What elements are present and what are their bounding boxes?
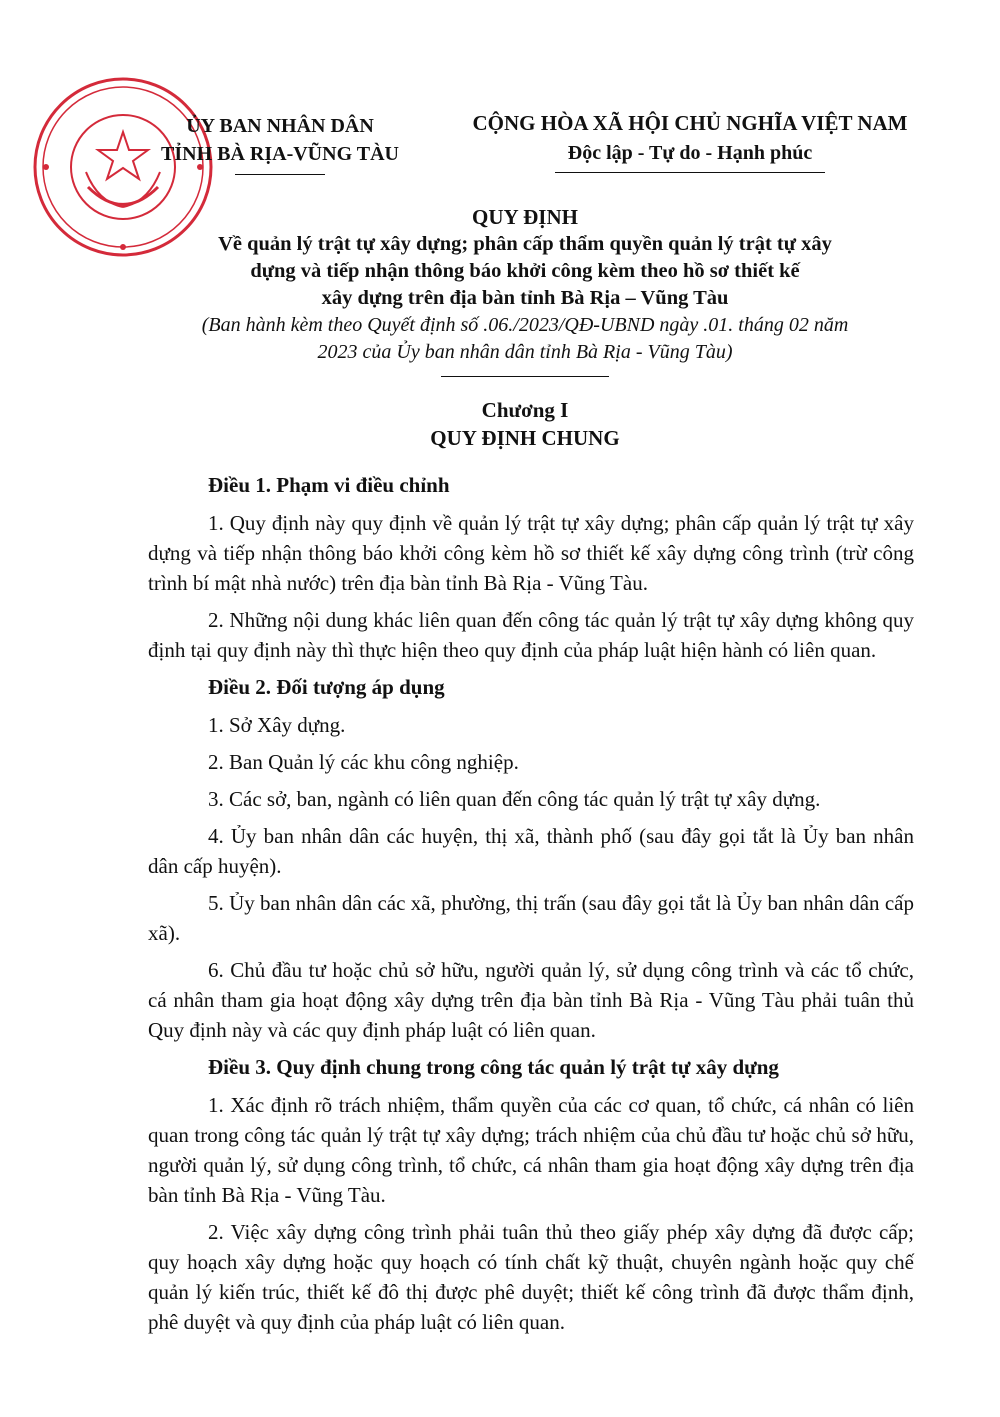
article-paragraph: 6. Chủ đầu tư hoặc chủ sở hữu, người quản lý, sử dụng công trình và các tổ chức, cá nhân tham gia hoạt động xây dựng trên địa bàn tỉnh Bà Rịa - Vũng Tàu phải tuân thủ Quy định này và các quy định pháp luật có liên quan. (148, 958, 914, 1042)
chapter-number: Chương I (481, 398, 569, 422)
subject-line: Về quản lý trật tự xây dựng; phân cấp thẩm quyền quản lý trật tự xây (218, 233, 832, 255)
article-heading: Điều 2. Đối tượng áp dụng (208, 675, 445, 699)
document-type: QUY ĐỊNH (472, 205, 578, 229)
article-paragraph: 1. Xác định rõ trách nhiệm, thẩm quyền của các cơ quan, tổ chức, cá nhân có liên quan trong công tác quản lý trật tự xây dựng; trách nhiệm của chủ đầu tư hoặc chủ sở hữu, người quản lý, sử dụng công trình, tổ chức, cá nhân tham gia hoạt động xây dựng trên địa bàn tỉnh Bà Rịa - Vũng Tàu. (148, 1093, 914, 1207)
authority-line-1: ỦY BAN NHÂN DÂN (186, 115, 374, 137)
article-paragraph: 1. Sở Xây dựng. (208, 713, 346, 737)
article-paragraph: 4. Ủy ban nhân dân các huyện, thị xã, thành phố (sau đây gọi tắt là Ủy ban nhân dân cấp huyện). (148, 824, 914, 878)
subject-line: dựng và tiếp nhận thông báo khởi công kèm theo hồ sơ thiết kế (250, 260, 800, 282)
issuing-authority (140, 112, 420, 175)
article-heading: Điều 1. Phạm vi điều chỉnh (208, 473, 450, 497)
article-paragraph: 5. Ủy ban nhân dân các xã, phường, thị trấn (sau đây gọi tắt là Ủy ban nhân dân cấp xã). (148, 891, 914, 945)
subject-line: xây dựng trên địa bàn tỉnh Bà Rịa – Vũng Tàu (321, 287, 729, 309)
title-divider (441, 376, 609, 377)
article-paragraph: 3. Các sở, ban, ngành có liên quan đến công tác quản lý trật tự xây dựng. (208, 787, 821, 811)
article-paragraph: 1. Quy định này quy định về quản lý trật tự xây dựng; phân cấp quản lý trật tự xây dựng và tiếp nhận thông báo khởi công kèm hồ sơ thiết kế xây dựng công trình (trừ công trình bí mật nhà nước) trên địa bàn tỉnh Bà Rịa - Vũng Tàu. (148, 511, 914, 595)
chapter-heading (120, 396, 930, 452)
national-motto (440, 108, 940, 173)
article-paragraph: 2. Ban Quản lý các khu công nghiệp. (208, 750, 519, 774)
motto-underline (555, 172, 825, 173)
document-body (148, 470, 914, 1344)
chapter-name: QUY ĐỊNH CHUNG (430, 426, 620, 450)
motto: Độc lập - Tự do - Hạnh phúc (567, 142, 813, 164)
document-title-block (120, 203, 930, 377)
article-paragraph: 2. Việc xây dựng công trình phải tuân thủ theo giấy phép xây dựng đã được cấp; quy hoạch xây dựng hoặc quy hoạch có tính chất kỹ thuật, chuyên ngành hoặc quy chế quản lý kiến trúc, thiết kế đô thị được phê duyệt; thiết kế công trình đã được thẩm định, phê duyệt và quy định của pháp luật có liên quan. (148, 1220, 914, 1334)
issued-by-line: (Ban hành kèm theo Quyết định số .06./2023/QĐ-UBND ngày .01. tháng 02 năm (201, 314, 849, 336)
authority-underline (235, 174, 325, 175)
article-heading: Điều 3. Quy định chung trong công tác quản lý trật tự xây dựng (208, 1055, 779, 1079)
article-paragraph: 2. Những nội dung khác liên quan đến công tác quản lý trật tự xây dựng không quy định tại quy định này thì thực hiện theo quy định của pháp luật hiện hành có liên quan. (148, 608, 914, 662)
issued-by-line: 2023 của Ủy ban nhân dân tỉnh Bà Rịa - Vũng Tàu) (317, 341, 733, 363)
nation-name: CỘNG HÒA XÃ HỘI CHỦ NGHĨA VIỆT NAM (472, 111, 908, 135)
authority-line-2: TỈNH BÀ RỊA-VŨNG TÀU (161, 143, 399, 165)
